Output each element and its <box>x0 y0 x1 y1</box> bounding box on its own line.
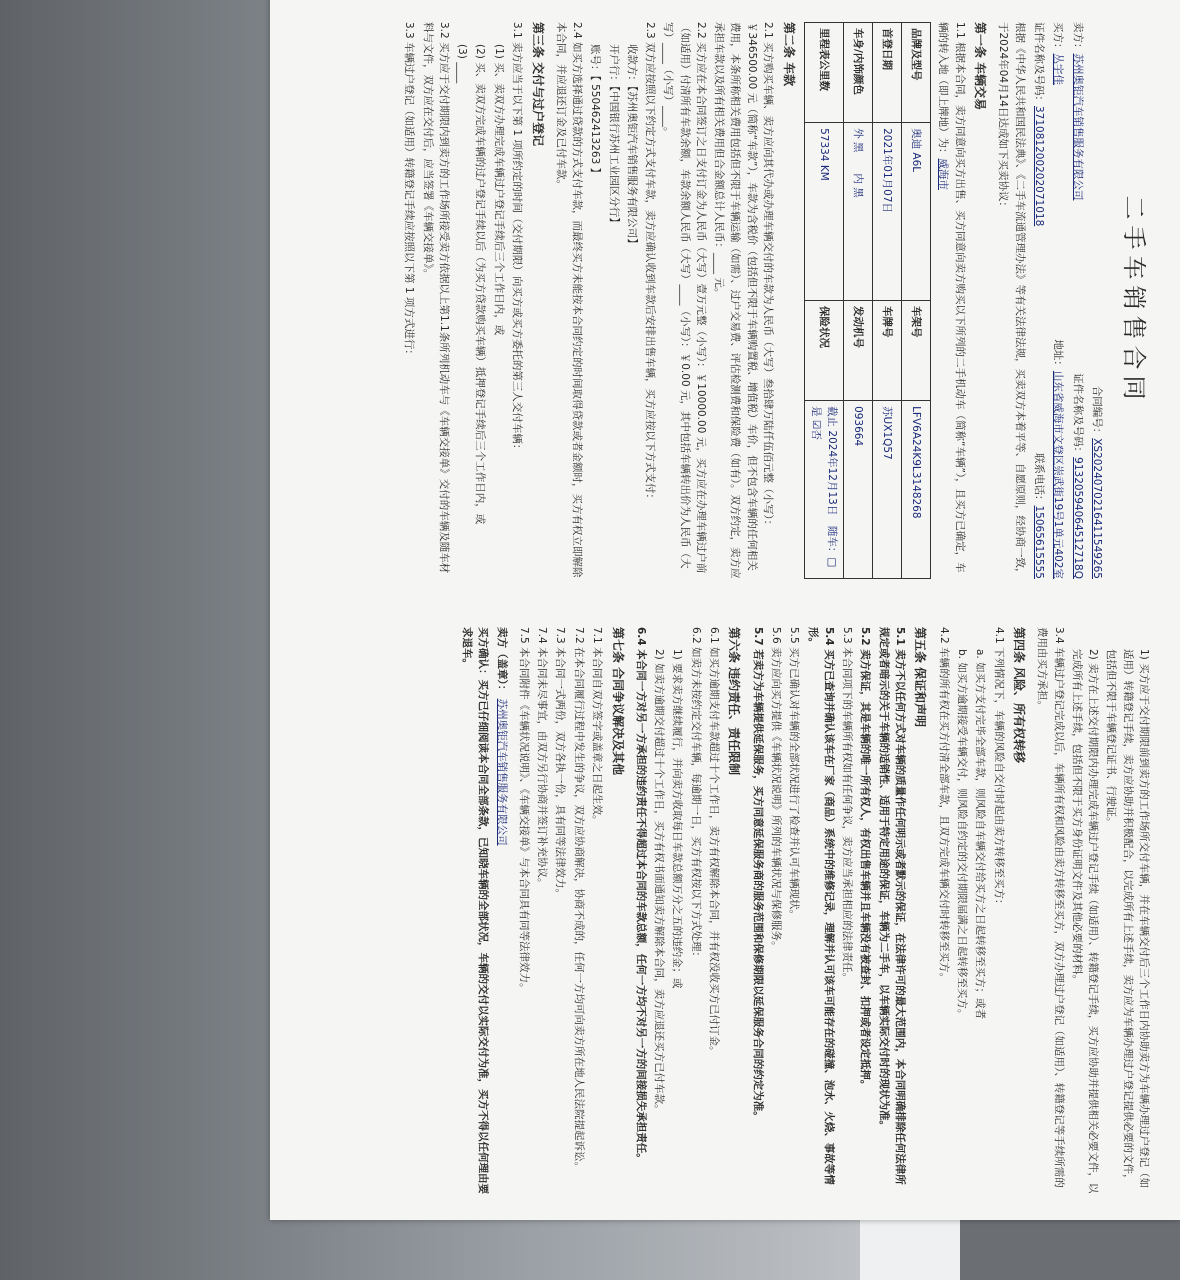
clause-2-1: 2.1 买方购买车辆、卖方应向其代办或办理车辆交付的车款为人民币（大写）叁拾肆万陆仟伍佰元整（小写）：￥346500.00 元（简称“车款”），车款为含税价（包括但不限于车辆购置税、增值税）车价，但不包含车辆的任何相关费用，本条所称相关费用包括但不限于车辆运输（如需）、过户交易费、评估检测费和保险费（如有）。双方约定，卖方应承担车款以及所有相关费用但合金额总计人民币：____ 元。 <box>713 22 774 579</box>
clause-5-7: 5.7 若卖方为车辆提供延保服务，买方同意延保服务商的服务范围和保修期限以延保服务合同的约定为准。 <box>751 627 764 1122</box>
contract-right-page <box>270 605 1180 1220</box>
table-cell: 57334 KM <box>804 123 844 301</box>
buyer-id-row <box>1031 22 1047 579</box>
phone-label: 联系电话： <box>1033 453 1046 506</box>
buyer-phone: 15065615555 <box>1033 505 1046 579</box>
payee: 收款方：【苏州奥钜汽车销售服务有限公司】 <box>625 44 638 249</box>
bank: 开户行：【中国银行苏州工业园区分行】 <box>607 44 620 228</box>
contract-no: XS2024070216411549265 <box>1090 438 1103 579</box>
clause-4-1-b: b. 如买方逾期接受车辆交付，则风险自约定的交付期限届满之日起转移至买方。 <box>956 649 969 1020</box>
preamble: 根据《中华人民共和国民法典》、《二手车流通管理办法》等有关法律法规，买卖双方本着平等、自愿原则，经协商一致，于2024年04月14日达成如下买卖协议： <box>997 22 1026 579</box>
clause-3-1-b: (2) 买、卖双方完成车辆的过户登记手续以后（为买方贷款购买车辆）抵押登记手续后三个工作日内，或 <box>474 44 487 525</box>
clause-5-6: 5.6 卖方应向买方提供《车辆状况说明》所列的车辆状况与保修服务。 <box>770 627 783 952</box>
clause-3-1-a: (1) 买、卖双方办理完成车辆过户登记手续后三个工作日内，或 <box>492 44 505 336</box>
contract-no-row <box>1089 22 1105 579</box>
seller-id: 91320594064512718Q <box>1071 457 1084 579</box>
clause-6-2-1: 1) 要求卖方继续履行，并向卖方收取每日车款总额万分之五的违约金；或 <box>671 649 684 989</box>
section-6-title: 第六条 违约责任、责任限制 <box>727 627 742 776</box>
clause-7-2: 7.2 在本合同履行过程中发生的争议，双方应协商解决，协商不成的，任何一方均可向卖方所在地人民法院提起诉讼。 <box>572 627 585 1173</box>
table-cell: 奥迪 A6L <box>902 123 931 301</box>
clause-3-1: 3.1 卖方应当于以下第 1 项所约定的时间（交付期限）向买方或买方委托的第三人交付车辆： <box>510 22 523 455</box>
table-cell: 2021年01月07日 <box>873 123 902 301</box>
table-cell: 品牌及型号 <box>902 23 931 123</box>
account: 账号：【 550462413263 】 <box>589 44 602 179</box>
clause-6-4: 6.4 本合同一方对另一方承担的违约责任不得超过本合同的车款总额，任何一方均不对另一方的间接损失承担责任。 <box>634 627 647 1164</box>
table-cell: 首登日期 <box>873 23 902 123</box>
table-row <box>902 23 931 579</box>
clause-5-4: 5.4 买方已查询并确认该车在厂家（商品）系统中的维修记录，理解并认可该车可能存在的碰撞、泡水、火烧、事故等情形。 <box>806 627 835 1185</box>
table-cell: 苏UX1Q57 <box>873 401 902 579</box>
clause-3-3: 3.3 车辆过户登记（如适用）转籍登记手续应按照以下第 1 项方式进行： <box>403 22 416 360</box>
clause-2-2: 2.2 买方应在本合同签订之日支付订金为人民币（大写）壹万元整（小写）：￥10000.00 元，买方应在办理车辆过户前（如适用）付清所有车款余额，车款余额人民币（大写）____（小写）：￥0.00 元，其中包括车辆转出价为人民币（大写）____（小写）____。 <box>662 22 707 574</box>
vehicle-table <box>804 22 932 579</box>
contract-no-label: 合同编号： <box>1090 385 1103 439</box>
seller-label: 卖方： <box>1071 22 1084 54</box>
table-row <box>844 23 873 579</box>
clause-4-1-a: a. 如买方支付完毕全部车款，则风险自车辆交付给买方之日起转移至买方；或者 <box>974 649 987 1020</box>
contract-left-page <box>270 0 1180 605</box>
seller-signature-label: 卖方（盖章）： <box>495 627 508 696</box>
table-cell: 保险状况 <box>804 300 844 400</box>
clause-6-1: 6.1 如买方逾期支付车款超过十个工作日，卖方有权解除本合同，并有权没收买方已付订金。 <box>707 627 720 1057</box>
table-row <box>873 23 902 579</box>
clause-5-1: 5.1 卖方不以任何方式对车辆的质量作任何明示或者默示的保证，在法律许可的最大范围内，本合同明确排除任何法律所规定或者暗示的关于车辆的适销性、适用于特定用途的保证，车辆为二手车，以车辆实际交付时的现状为准。 <box>877 627 906 1185</box>
buyer-address: 山东省威海市文登区崇武街19号1单元402室 <box>1052 370 1065 579</box>
party-row <box>1069 22 1085 579</box>
section-1-title: 第一条 车辆交易 <box>973 22 988 111</box>
clause-2-4: 2.4 如买方选择通过贷款的方式支付车款，而最终买方未能按本合同约定的时间取得贷款或者金额时，买方有权立即解除本合同，并应退还订金及已付车款。 <box>554 22 584 578</box>
clause-4-1: 4.1 下列情况下，车辆的风险自交付时起由卖方转移至买方： <box>992 627 1005 910</box>
table-cell: 车牌号 <box>873 300 902 400</box>
table-cell: 发动机号 <box>844 300 873 400</box>
clause-3-1-c: (3) ____ <box>456 44 469 84</box>
contract-paper <box>270 0 1180 1220</box>
table-cell: 外 黑 内 黑 <box>844 123 873 301</box>
buyer-id: 371081200202071018 <box>1033 106 1046 227</box>
clause-7-3: 7.3 本合同一式两份，双方各执一份，具有同等法律效力。 <box>554 627 567 900</box>
section-7-title: 第七条 合同争议解决及其他 <box>610 627 625 776</box>
buyer-row <box>1050 22 1066 579</box>
section-5-title: 第五条 保证和声明 <box>913 627 928 728</box>
seller-name: 苏州奥钜汽车销售服务有限公司 <box>1071 53 1084 201</box>
seller-signature-name: 苏州奥钜汽车销售服务有限公司 <box>495 698 508 846</box>
buyer-label: 买方： <box>1052 22 1065 54</box>
clause-5-2: 5.2 卖方保证，其是车辆的唯一所有权人，有权出售车辆并且车辆没有被查封、扣押或者设定抵押。 <box>859 627 872 1091</box>
clause-1-1 <box>935 22 968 579</box>
table-cell: 车身/内饰颜色 <box>844 23 873 123</box>
section-4-title: 第四条 风险、所有权转移 <box>1012 627 1027 764</box>
buyer-id-label: 证件名称及号码： <box>1033 22 1046 106</box>
registration-city: 威海市 <box>937 158 950 190</box>
clause-3-3-1: 1) 买方应于交付期限前到卖方的工作场所交付车辆，并在车辆交付后三个工作日内协助卖方为车辆办理过户登记（如适用）转籍登记手续，卖方应协助并积极配合，以完成所有上述手续，卖方应为车辆办理过户登记提供必要的文件，包括但不限于车辆登记证书、行驶证。 <box>1105 649 1150 1189</box>
section-3-title: 第三条 交付与过户登记 <box>530 22 545 147</box>
buyer-name: 丛宇佳 <box>1052 53 1065 85</box>
table-cell: 里程表公里数 <box>804 23 844 123</box>
table-cell: 车架号 <box>902 300 931 400</box>
clause-6-2: 6.2 如卖方未按约定交付车辆，每逾期一日，买方有权按以下方式处理： <box>689 627 702 963</box>
clause-4-2: 4.2 车辆的所有权在买方付清全部车款，且双方完成车辆交付时转移至买方。 <box>937 627 950 984</box>
seller-id-label: 证件名称及号码： <box>1071 373 1084 458</box>
contract-title: 二手车销售合同 <box>1120 195 1148 406</box>
clause-7-1: 7.1 本合同自双方签字或盖章之日起生效。 <box>590 627 603 826</box>
table-cell: 截止 2024年12月13日 随车：□是 ☑否 <box>804 401 844 579</box>
section-2-title: 第二条 车款 <box>781 22 796 87</box>
table-cell: 093664 <box>844 401 873 579</box>
clause-7-5: 7.5 本合同附件《车辆状况说明》、《车辆交接单》与本合同具有同等法律效力。 <box>517 627 530 994</box>
clause-3-4: 3.4 车辆过户登记完成以后，车辆所有权和风险由卖方转移至买方，双方办理过户登记（如适用）、转籍登记等手续所需的费用由买方承担。 <box>1036 627 1065 1188</box>
clause-5-5: 5.5 买方已确认对车辆的全部状况进行了检查并认可车辆现状。 <box>788 627 801 921</box>
clause-5-3: 5.3 本合同项下的车辆所有权如有任何争议，卖方应当承担相应的法律责任。 <box>841 627 854 984</box>
clause-3-3-2: 2) 卖方在上述交付期限内办理完成车辆过户登记手续（如适用）、转籍登记手续，买方应协助并提供相关必要文件，以完成所有上述手续，包括但不限于买方身份证明文件及其他必要的材料。 <box>1070 649 1100 1194</box>
buyer-confirmation: 买方确认：买方已仔细阅读本合同全部条款，已知晓车辆的全部状况，车辆的交付以实际交付为准，买方不得以任何理由要求退车。 <box>461 627 490 1194</box>
clause-3-2: 3.2 买方应于交付期限内到卖方的工作场所接受卖方依据以上第1.1条所列机动车与《车辆交接单》交付的车辆及随车材料与文件，双方应在交付后，应当签署《车辆交接单》。 <box>421 22 450 574</box>
table-cell: LFV6A24K9L3148268 <box>902 401 931 579</box>
clause-7-4: 7.4 本合同未尽事宜，由双方另行协商并签订补充协议。 <box>536 627 549 889</box>
address-label: 地址： <box>1052 339 1065 371</box>
clause-1-1-text: 1.1 根据本合同，卖方同意向买方出售、买方同意向卖方购买以下所列的二手机动车（简称“车辆”），且买方已确定，车辆的转入地（即上牌地）为： <box>937 22 966 573</box>
table-row <box>804 23 844 579</box>
signature-block <box>493 627 509 1194</box>
clause-6-2-2: 2) 如卖方逾期交付超过十个工作日，买方有权书面通知卖方解除本合同，卖方应退还买方已付车款。 <box>653 649 666 1115</box>
clause-2-3: 2.3 双方应按照以下约定方式支付车款，卖方应确认收到车款后安排出售车辆，买方应按以下方式支付： <box>644 22 657 505</box>
